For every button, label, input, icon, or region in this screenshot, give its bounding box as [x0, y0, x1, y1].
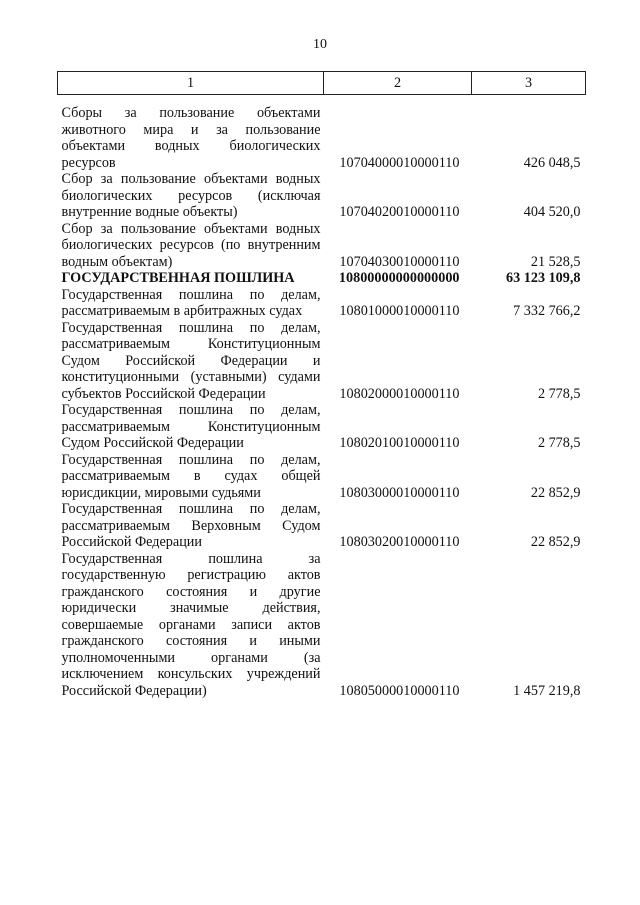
- amount-value: 22 852,9: [530, 484, 581, 501]
- revenue-name: ГОСУДАРСТВЕННАЯ ПОШЛИНА: [61, 270, 295, 286]
- budget-classification-code: 10801000010000110: [339, 303, 460, 319]
- budget-classification-code: 10704020010000110: [339, 204, 460, 220]
- table-row-section-total: [58, 270, 586, 287]
- header-row: [58, 72, 586, 95]
- budget-classification-code: 10802010010000110: [339, 435, 460, 451]
- budget-classification-code: 10803020010000110: [339, 534, 460, 550]
- budget-classification-code: 10704030010000110: [339, 253, 460, 270]
- table-row: [58, 95, 586, 172]
- revenue-name: Государственная пошлина по делам, рассматриваемым Конституционным Судом Российской Федерации и конституционными (уставными) судами субъектов Российской Федерации: [61, 319, 321, 402]
- revenue-name: Государственная пошлина по делам, рассматриваемым Конституционным Судом Российской Федерации: [61, 402, 321, 451]
- table-row: [58, 287, 586, 320]
- budget-classification-code: 10803000010000110: [339, 484, 460, 501]
- table-row: [58, 501, 586, 551]
- amount-value: 404 520,0: [523, 204, 581, 220]
- amount-value: 2 778,5: [537, 435, 581, 451]
- column-header-1: 1: [58, 72, 324, 95]
- budget-classification-code: 10800000000000000: [338, 270, 460, 286]
- column-header-2: 2: [324, 72, 472, 95]
- column-header-3: 3: [472, 72, 586, 95]
- table-row: [58, 452, 586, 502]
- table-row: [58, 402, 586, 452]
- revenue-name: Сборы за пользование объектами животного мира и за пользование объектами водных биологических ресурсов: [61, 105, 321, 171]
- revenue-name: Государственная пошлина по делам, рассматриваемым Верховным Судом Российской Федерации: [61, 501, 321, 550]
- amount-value: 426 048,5: [523, 154, 581, 171]
- page-number: 10: [313, 37, 327, 52]
- amount-value: 21 528,5: [530, 253, 581, 270]
- revenue-name: Государственная пошлина по делам, рассматриваемым в арбитражных судах: [61, 286, 321, 319]
- revenue-name: Государственная пошлина по делам, рассматриваемым в судах общей юрисдикции, мировыми судьями: [61, 451, 321, 501]
- revenue-name: Сбор за пользование объектами водных биологических ресурсов (по внутренним водным объектам): [61, 220, 321, 270]
- budget-revenue-table: [57, 71, 586, 699]
- budget-classification-code: 10802000010000110: [339, 385, 460, 402]
- amount-value: 7 332 766,2: [513, 303, 581, 319]
- revenue-name: Сбор за пользование объектами водных биологических ресурсов (исключая внутренние водные объекты): [61, 171, 321, 220]
- budget-classification-code: 10805000010000110: [339, 682, 460, 699]
- amount-value: 63 123 109,8: [506, 270, 581, 286]
- table-row: [58, 171, 586, 221]
- amount-value: 1 457 219,8: [513, 682, 581, 699]
- budget-classification-code: 10704000010000110: [339, 154, 460, 171]
- table-row: [58, 551, 586, 700]
- amount-value: 22 852,9: [530, 534, 581, 550]
- revenue-name: Государственная пошлина за государственную регистрацию актов гражданского состояния и другие юридически значимые действия, совершаемые органами записи актов гражданского состояния и иными уполномоченными органами (за исключением консульских учреждений Российской Федерации): [61, 550, 321, 699]
- table-row: [58, 320, 586, 403]
- amount-value: 2 778,5: [537, 385, 581, 402]
- table-row: [58, 221, 586, 271]
- table-header: [58, 72, 586, 95]
- table-body: [58, 95, 586, 700]
